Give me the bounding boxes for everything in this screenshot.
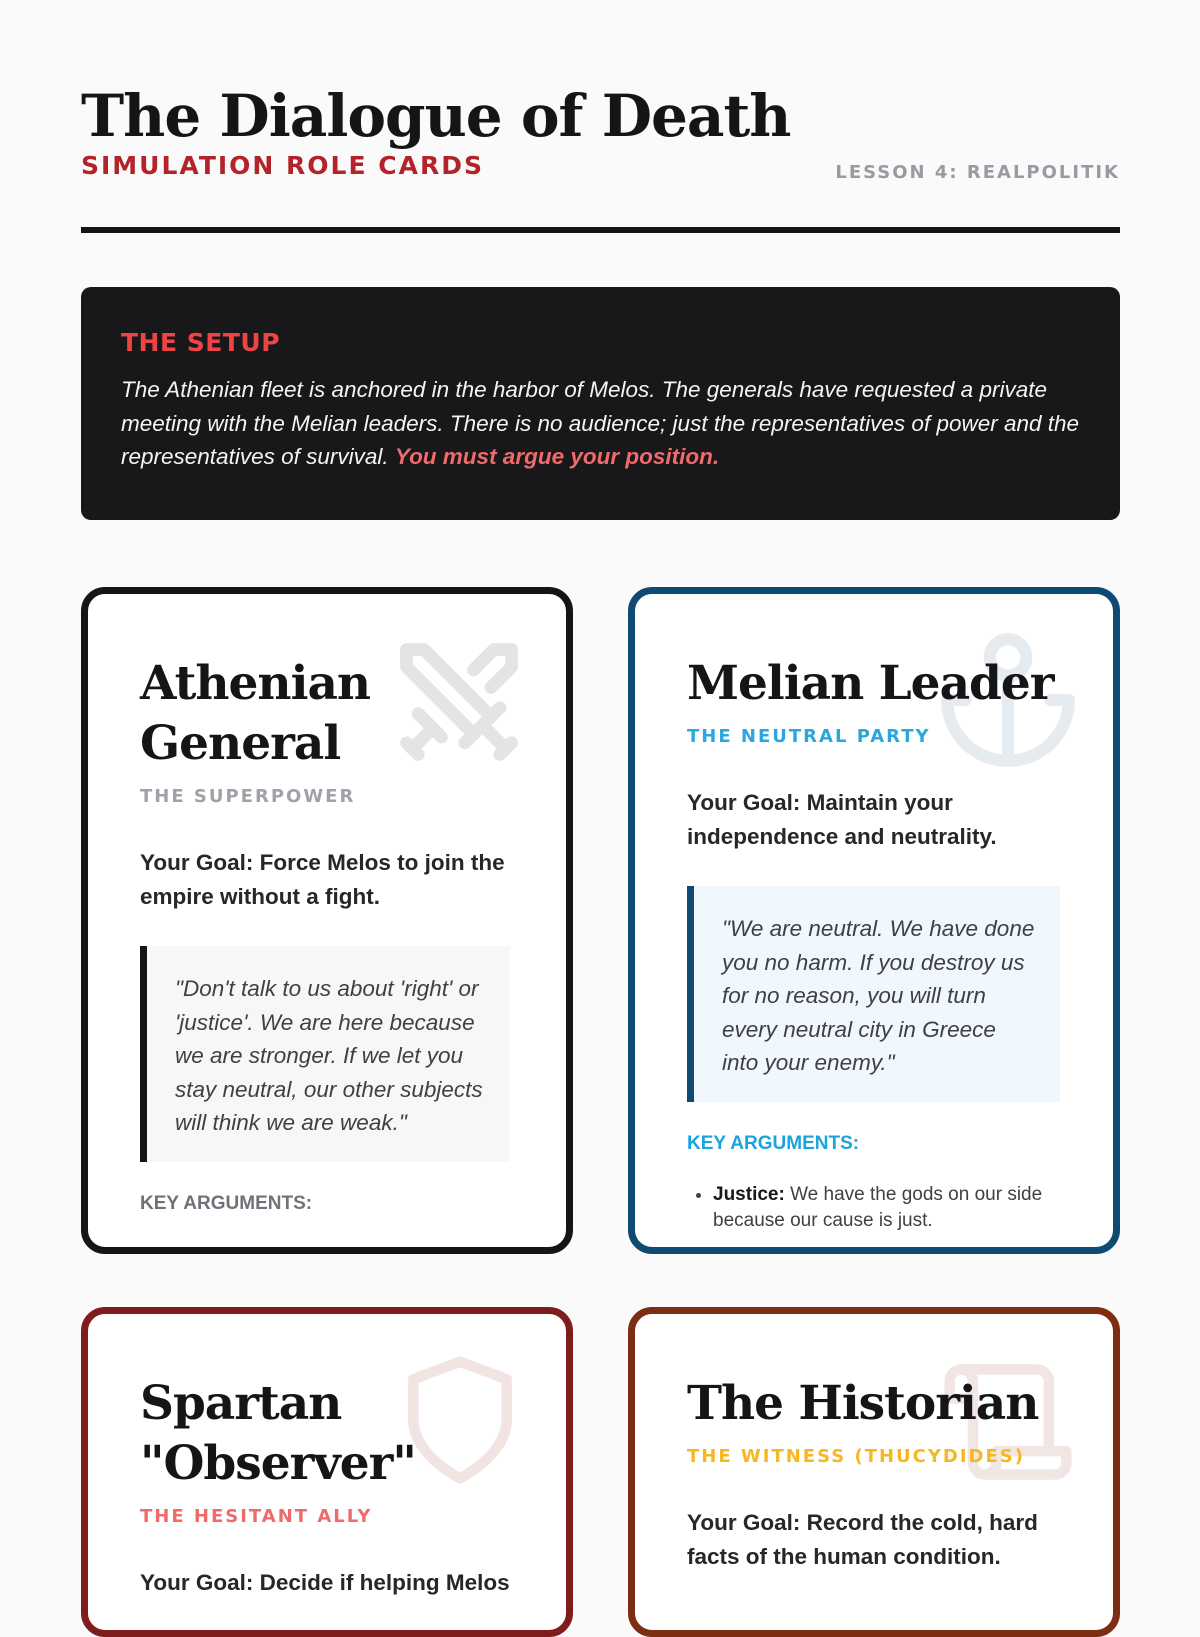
setup-body: The Athenian fleet is anchored in the harbor of Melos. The generals have requested a private meeting with the Melian leaders. There is no audience; just the representatives of power and the representatives of survival. — [121, 377, 1080, 469]
card-title: Melian Leader — [687, 656, 1054, 711]
card-content — [140, 1314, 514, 1600]
card-title-line: Athenian — [140, 656, 371, 711]
card-title-line: Spartan — [140, 1376, 342, 1431]
argument-term: Justice: — [713, 1183, 785, 1205]
card-title — [140, 1374, 514, 1494]
lesson-tag: LESSON 4: REALPOLITIK — [835, 162, 1120, 183]
card-title — [140, 654, 514, 774]
key-arguments-label: KEY ARGUMENTS: — [687, 1132, 860, 1154]
card-title-line: "Observer" — [140, 1436, 416, 1491]
card-goal: Your Goal: Force Melos to join the empire without a fight. — [140, 850, 505, 909]
card-quote: "We are neutral. We have done you no harm. If you destroy us for no reason, you will turn every neutral city in Greece into your enemy." — [687, 886, 1060, 1102]
card-role: THE HESITANT ALLY — [140, 1506, 373, 1527]
setup-text — [121, 373, 1080, 474]
card-role: THE SUPERPOWER — [140, 786, 356, 807]
setup-emphasis: You must argue your position. — [394, 444, 720, 469]
role-card-spartan — [81, 1307, 573, 1637]
key-arguments-label: KEY ARGUMENTS: — [140, 1192, 313, 1214]
card-role: THE WITNESS (THUCYDIDES) — [687, 1446, 1025, 1467]
role-card-melian — [628, 587, 1120, 1254]
card-goal: Your Goal: Record the cold, hard facts of the human condition. — [687, 1510, 1038, 1569]
role-card-historian — [628, 1307, 1120, 1637]
card-title: The Historian — [687, 1376, 1039, 1431]
card-goal: Your Goal: Decide if helping Melos — [140, 1570, 510, 1595]
page-title: The Dialogue of Death — [81, 82, 791, 150]
card-content — [687, 1314, 1061, 1573]
card-title-line: General — [140, 716, 341, 771]
setup-box — [81, 287, 1120, 520]
setup-heading: THE SETUP — [121, 328, 281, 357]
page-subtitle: SIMULATION ROLE CARDS — [81, 151, 484, 180]
card-goal: Your Goal: Maintain your independence and neutrality. — [687, 790, 997, 849]
card-content — [687, 594, 1061, 1234]
list-item — [713, 1182, 1061, 1234]
card-content — [140, 594, 514, 1216]
role-card-athenian — [81, 587, 573, 1254]
card-quote: "Don't talk to us about 'right' or 'justice'. We are here because we are stronger. If we let you stay neutral, our other subjects will think we are weak." — [140, 946, 510, 1162]
key-arguments-list — [687, 1182, 1061, 1234]
card-role: THE NEUTRAL PARTY — [687, 726, 931, 747]
header-divider — [81, 227, 1120, 233]
argument-text: We have the gods on our side because our cause is just. — [713, 1183, 1043, 1231]
